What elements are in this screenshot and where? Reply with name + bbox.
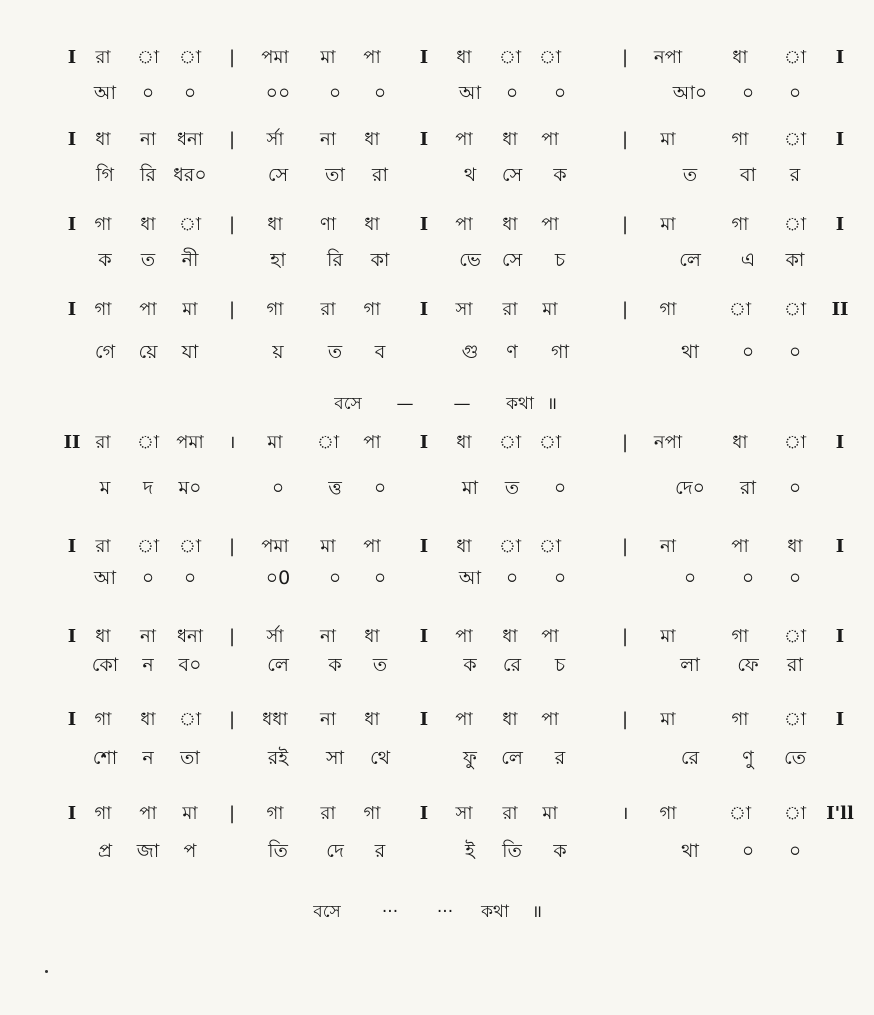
lyric-syllable: তে	[784, 747, 806, 769]
note: মা	[542, 299, 558, 320]
lyric-syllable: ত	[140, 249, 156, 271]
lyric-syllable: ০	[788, 840, 802, 862]
section-mark: I	[835, 709, 845, 730]
note: পা	[455, 626, 473, 647]
note: া	[783, 432, 807, 453]
section-mark: I	[67, 299, 77, 320]
lyric-syllable: ০	[141, 82, 155, 104]
lyric-syllable: ০	[183, 82, 197, 104]
note: না	[320, 129, 336, 150]
note: মা	[182, 803, 198, 824]
bar-line: |	[228, 299, 236, 320]
note: া	[178, 709, 202, 730]
lyric-syllable: ০	[328, 567, 342, 589]
note: ধা	[364, 709, 380, 730]
lyric-row	[0, 836, 874, 866]
lyric-syllable: য়ে	[138, 341, 158, 363]
note: র্সা	[266, 129, 284, 150]
note: মা	[267, 432, 283, 453]
notation-row	[0, 43, 874, 73]
lyric-syllable: ০	[271, 477, 285, 499]
note: া	[178, 536, 202, 557]
note: ধা	[364, 626, 380, 647]
lyric-syllable: চ	[554, 654, 566, 676]
note: া	[728, 299, 752, 320]
refrain-word: ···	[381, 902, 399, 922]
note: গা	[94, 803, 112, 824]
lyric-syllable: ০	[788, 82, 802, 104]
lyric-syllable: রি	[327, 249, 343, 271]
lyric-syllable: ধর০	[173, 164, 207, 186]
note: না	[320, 709, 336, 730]
note: র্সা	[266, 626, 284, 647]
section-mark: II	[831, 299, 849, 320]
notation-row	[0, 428, 874, 458]
lyric-syllable: ত্ত	[328, 477, 342, 499]
note: ধা	[140, 214, 156, 235]
refrain-word: ॥	[531, 902, 543, 922]
note: পা	[541, 709, 559, 730]
lyric-syllable: মা	[461, 477, 479, 499]
note: পা	[731, 536, 749, 557]
refrain-word: ॥	[546, 394, 558, 414]
notation-row	[0, 799, 874, 829]
lyric-syllable: সে	[501, 249, 523, 271]
note: া	[783, 709, 807, 730]
lyric-syllable: রে	[680, 747, 700, 769]
lyric-syllable: নী	[181, 249, 199, 271]
note: া	[783, 299, 807, 320]
section-mark: I	[835, 626, 845, 647]
lyric-syllable: সা	[325, 747, 345, 769]
bar-line: |	[228, 803, 236, 824]
note: া	[538, 47, 562, 68]
lyric-syllable: ০	[683, 567, 697, 589]
bar-line: |	[621, 129, 629, 150]
bar-line: |	[621, 47, 629, 68]
section-mark: I	[835, 47, 845, 68]
lyric-syllable: তি	[502, 840, 522, 862]
note: ধা	[502, 709, 518, 730]
note: ধা	[732, 432, 748, 453]
section-mark: I	[419, 299, 429, 320]
lyric-row	[0, 78, 874, 108]
note: রা	[320, 299, 336, 320]
note: পা	[455, 214, 473, 235]
bar-line: |	[228, 129, 236, 150]
lyric-syllable: জা	[136, 840, 160, 862]
lyric-syllable: তা	[180, 747, 200, 769]
note: া	[783, 214, 807, 235]
note: মা	[660, 709, 676, 730]
section-mark: I	[67, 709, 77, 730]
lyric-syllable: ০	[183, 567, 197, 589]
bar-line: |	[228, 536, 236, 557]
section-mark: I	[419, 129, 429, 150]
note: গা	[659, 803, 677, 824]
lyric-syllable: ক	[463, 654, 477, 676]
section-mark: I	[419, 536, 429, 557]
note: গা	[94, 299, 112, 320]
lyric-syllable: প্র	[97, 840, 113, 862]
note: রা	[95, 432, 111, 453]
lyric-syllable: রে	[502, 654, 522, 676]
note: া	[178, 47, 202, 68]
note: গা	[94, 709, 112, 730]
note: পমা	[176, 432, 204, 453]
lyric-row	[0, 160, 874, 190]
note: মা	[542, 803, 558, 824]
note: ধনা	[176, 626, 204, 647]
lyric-syllable: ত	[372, 654, 388, 676]
note: রা	[320, 803, 336, 824]
bar-line: ।	[228, 432, 236, 453]
lyric-syllable: ০	[328, 82, 342, 104]
bar-line: |	[621, 214, 629, 235]
section-mark: I	[419, 803, 429, 824]
note: গা	[731, 709, 749, 730]
lyric-row	[0, 337, 874, 367]
note: পা	[455, 709, 473, 730]
note: মা	[182, 299, 198, 320]
lyric-syllable: ম	[99, 477, 111, 499]
note: পা	[541, 214, 559, 235]
lyric-syllable: ০	[141, 567, 155, 589]
lyric-syllable: ০	[741, 567, 755, 589]
lyric-syllable: দে০	[674, 477, 706, 499]
lyric-syllable: আ০	[672, 82, 708, 104]
lyric-syllable: থা	[681, 341, 699, 363]
lyric-syllable: গু	[461, 341, 479, 363]
note: না	[660, 536, 676, 557]
note: গা	[659, 299, 677, 320]
note: া	[538, 536, 562, 557]
bar-line: |	[621, 709, 629, 730]
lyric-syllable: লে	[679, 249, 701, 271]
lyric-syllable: কা	[370, 249, 390, 271]
lyric-syllable: ব০	[178, 654, 202, 676]
note: মা	[660, 214, 676, 235]
note: ধা	[732, 47, 748, 68]
lyric-syllable: ত	[504, 477, 520, 499]
note: া	[136, 536, 160, 557]
refrain-word: ···	[436, 902, 454, 922]
lyric-syllable: লা	[680, 654, 700, 676]
lyric-syllable: গা	[551, 341, 569, 363]
lyric-syllable: যা	[181, 341, 199, 363]
notation-row	[0, 705, 874, 735]
note: ধা	[787, 536, 803, 557]
lyric-syllable: তা	[325, 164, 345, 186]
section-mark: I	[835, 214, 845, 235]
note: া	[178, 214, 202, 235]
lyric-syllable: ক	[553, 840, 567, 862]
note: ধা	[364, 129, 380, 150]
lyric-syllable: ক	[98, 249, 112, 271]
note: পমা	[261, 47, 289, 68]
lyric-syllable: ০	[553, 567, 567, 589]
note: া	[538, 432, 562, 453]
lyric-syllable: গে	[94, 341, 116, 363]
lyric-syllable: র	[554, 747, 566, 769]
bar-line: |	[228, 47, 236, 68]
bar-line: |	[621, 299, 629, 320]
note: রা	[502, 803, 518, 824]
notation-row	[0, 125, 874, 155]
note: নপা	[653, 432, 683, 453]
lyric-syllable: ০	[741, 840, 755, 862]
refrain-word: —	[453, 394, 471, 414]
notation-row	[0, 532, 874, 562]
lyric-syllable: থ	[463, 164, 477, 186]
section-mark: I	[419, 709, 429, 730]
lyric-syllable: র	[374, 840, 386, 862]
note: া	[783, 129, 807, 150]
lyric-syllable: বা	[739, 164, 757, 186]
note: ধা	[502, 626, 518, 647]
lyric-syllable: ফে	[737, 654, 759, 676]
lyric-syllable: হা	[270, 249, 286, 271]
note: না	[320, 626, 336, 647]
note: া	[498, 536, 522, 557]
note: া	[316, 432, 340, 453]
note: া	[498, 47, 522, 68]
note: ধা	[140, 709, 156, 730]
note: পা	[363, 432, 381, 453]
lyric-syllable: ০	[788, 567, 802, 589]
note: ধা	[456, 536, 472, 557]
lyric-syllable: ০	[373, 567, 387, 589]
note: না	[140, 626, 156, 647]
section-mark: I	[835, 432, 845, 453]
lyric-syllable: ০	[505, 567, 519, 589]
section-mark: I	[419, 432, 429, 453]
refrain-line	[0, 897, 874, 927]
lyric-syllable: থা	[681, 840, 699, 862]
lyric-syllable: লে	[501, 747, 523, 769]
lyric-syllable: কো	[91, 654, 119, 676]
note: মা	[320, 47, 336, 68]
note: গা	[363, 803, 381, 824]
note: ণা	[319, 214, 337, 235]
section-mark: I	[67, 626, 77, 647]
lyric-syllable: থে	[369, 747, 391, 769]
lyric-syllable: আ	[458, 82, 482, 104]
note: পমা	[261, 536, 289, 557]
lyric-syllable: ই	[465, 840, 475, 862]
note: া	[728, 803, 752, 824]
lyric-row	[0, 743, 874, 773]
bar-line: |	[228, 709, 236, 730]
lyric-syllable: রা	[740, 477, 756, 499]
lyric-syllable: আ	[458, 567, 482, 589]
refrain-word: কথা	[481, 902, 509, 922]
note: সা	[455, 299, 473, 320]
lyric-syllable: ০	[788, 341, 802, 363]
lyric-syllable: ম০	[178, 477, 202, 499]
lyric-syllable: ণু	[742, 747, 754, 769]
refrain-word: বসে	[313, 902, 341, 922]
note: গা	[731, 214, 749, 235]
lyric-syllable: ন	[142, 654, 154, 676]
lyric-syllable: তি	[268, 840, 288, 862]
note: রা	[95, 47, 111, 68]
note: ধা	[267, 214, 283, 235]
lyric-syllable: রই	[267, 747, 289, 769]
lyric-syllable: ০	[553, 82, 567, 104]
notation-row	[0, 210, 874, 240]
bar-line: |	[228, 626, 236, 647]
note: া	[783, 626, 807, 647]
section-mark: I	[67, 47, 77, 68]
lyric-syllable: র	[789, 164, 801, 186]
lyric-syllable: ০	[373, 82, 387, 104]
lyric-syllable: য়	[272, 341, 284, 363]
note: পা	[541, 129, 559, 150]
note: পা	[139, 299, 157, 320]
note: ধনা	[176, 129, 204, 150]
note: মা	[320, 536, 336, 557]
lyric-row	[0, 245, 874, 275]
lyric-syllable: ০	[788, 477, 802, 499]
note: মা	[660, 129, 676, 150]
lyric-syllable: সে	[267, 164, 289, 186]
lyric-syllable: ব	[374, 341, 386, 363]
lyric-syllable: ০0	[265, 567, 291, 589]
note: া	[136, 47, 160, 68]
lyric-syllable: ণ	[506, 341, 518, 363]
note: মা	[660, 626, 676, 647]
note: নপা	[653, 47, 683, 68]
note: ধা	[456, 47, 472, 68]
lyric-syllable: কা	[785, 249, 805, 271]
refrain-word: বসে	[334, 394, 362, 414]
lyric-syllable: ০	[505, 82, 519, 104]
lyric-syllable: প	[183, 840, 197, 862]
section-mark: I	[419, 214, 429, 235]
section-mark: I	[67, 803, 77, 824]
section-mark: I	[835, 129, 845, 150]
note: ধা	[364, 214, 380, 235]
lyric-syllable: ০	[741, 82, 755, 104]
section-mark: II	[63, 432, 81, 453]
notation-row	[0, 295, 874, 325]
note: পা	[139, 803, 157, 824]
lyric-syllable: দে	[326, 840, 344, 862]
note: ধা	[456, 432, 472, 453]
section-mark: I'll	[826, 803, 854, 824]
note: গা	[731, 626, 749, 647]
lyric-syllable: ভে	[459, 249, 481, 271]
lyric-syllable: ০০	[265, 82, 291, 104]
lyric-syllable: রা	[787, 654, 803, 676]
lyric-syllable: ০	[373, 477, 387, 499]
refrain-line	[0, 389, 874, 419]
bar-line: |	[621, 626, 629, 647]
note: া	[136, 432, 160, 453]
lyric-syllable: ন	[142, 747, 154, 769]
note: না	[140, 129, 156, 150]
lyric-syllable: ০	[741, 341, 755, 363]
lyric-row	[0, 650, 874, 680]
lyric-syllable: ক	[328, 654, 342, 676]
lyric-syllable: লে	[267, 654, 289, 676]
lyric-row	[0, 473, 874, 503]
bar-line: |	[621, 432, 629, 453]
note: পা	[363, 47, 381, 68]
lyric-syllable: গি	[96, 164, 114, 186]
refrain-word: কথা	[506, 394, 534, 414]
lyric-syllable: রা	[372, 164, 388, 186]
notation-row	[0, 622, 874, 652]
note: গা	[266, 299, 284, 320]
note: পা	[363, 536, 381, 557]
lyric-syllable: আ	[93, 567, 117, 589]
note: া	[783, 803, 807, 824]
note: া	[783, 47, 807, 68]
lyric-syllable: আ	[93, 82, 117, 104]
note: সা	[455, 803, 473, 824]
note: ধা	[502, 214, 518, 235]
lyric-syllable: এ	[740, 249, 756, 271]
note: পা	[541, 626, 559, 647]
section-mark: I	[419, 47, 429, 68]
note: ধধা	[262, 709, 288, 730]
note: গা	[94, 214, 112, 235]
section-mark: I	[67, 536, 77, 557]
lyric-syllable: শো	[92, 747, 118, 769]
note: গা	[363, 299, 381, 320]
section-mark: I	[835, 536, 845, 557]
note: গা	[266, 803, 284, 824]
note: ধা	[95, 129, 111, 150]
bar-line: |	[228, 214, 236, 235]
ink-speck	[45, 970, 48, 973]
lyric-syllable: রি	[140, 164, 156, 186]
lyric-syllable: ক	[553, 164, 567, 186]
lyric-syllable: চ	[554, 249, 566, 271]
lyric-syllable: দ	[143, 477, 153, 499]
lyric-row	[0, 563, 874, 593]
lyric-syllable: ত	[327, 341, 343, 363]
note: রা	[95, 536, 111, 557]
section-mark: I	[67, 129, 77, 150]
lyric-syllable: ত	[682, 164, 698, 186]
refrain-word: —	[396, 394, 414, 414]
note: ধা	[502, 129, 518, 150]
note: রা	[502, 299, 518, 320]
note: পা	[455, 129, 473, 150]
section-mark: I	[67, 214, 77, 235]
section-mark: I	[419, 626, 429, 647]
note: গা	[731, 129, 749, 150]
note: ধা	[95, 626, 111, 647]
lyric-syllable: সে	[501, 164, 523, 186]
bar-line: ।	[621, 803, 629, 824]
lyric-syllable: ০	[553, 477, 567, 499]
lyric-syllable: ফু	[463, 747, 477, 769]
bar-line: |	[621, 536, 629, 557]
note: া	[498, 432, 522, 453]
